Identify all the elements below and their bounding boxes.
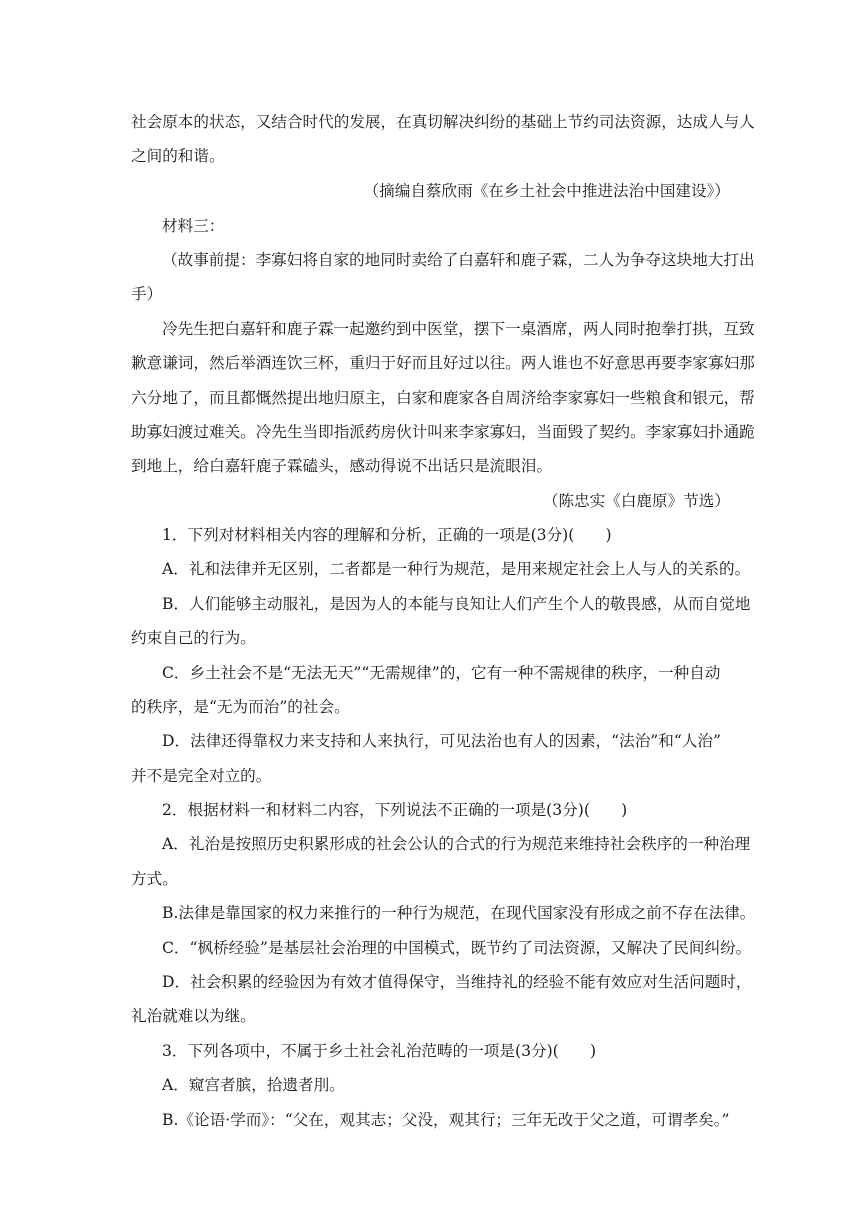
- option-line: 礼治就难以为继。: [131, 1007, 256, 1025]
- option-line: C．乡土社会不是“无法无天”“无需规律”的，它有一种不需规律的秩序，一种自动: [162, 664, 721, 682]
- option-line: B.《论语·学而》：“父在，观其志；父没，观其行；三年无改于父之道，可谓孝矣。”: [162, 1111, 730, 1129]
- text-line: 六分地了，而且都慨然提出地归原主，白家和鹿家各自周济给李家寡妇一些粮食和银元，帮: [131, 389, 755, 407]
- text-line: 之间的和谐。: [131, 147, 225, 165]
- option-line: D．社会积累的经验因为有效才值得保守，当维持礼的经验不能有效应对生活问题时，: [162, 973, 752, 991]
- text-line: 到地上，给白嘉轩鹿子霖磕头，感动得说不出话只是流眼泪。: [131, 457, 553, 475]
- option-line: A．窥宫者膑，拾遗者刖。: [162, 1076, 345, 1094]
- option-line: 的秩序，是“无为而治”的社会。: [131, 698, 350, 716]
- question-line: 1．下列对材料相关内容的理解和分析，正确的一项是(3分)( ): [162, 526, 612, 544]
- text-line: 冷先生把白嘉轩和鹿子霖一起邀约到中医堂，摆下一桌酒席，两人同时抱拳打拱，互致: [162, 320, 755, 338]
- option-line: B．人们能够主动服礼，是因为人的本能与良知让人们产生个人的敬畏感，从而自觉地: [162, 595, 751, 613]
- text-line: 社会原本的状态，又结合时代的发展，在真切解决纠纷的基础上节约司法资源，达成人与人: [131, 113, 755, 131]
- option-line: 方式。: [131, 870, 178, 888]
- option-line: A．礼和法律并无区别，二者都是一种行为规范，是用来规定社会上人与人的关系的。: [162, 560, 751, 578]
- text-line: 歉意谦词，然后举酒连饮三杯，重归于好而且好过以往。两人谁也不好意思再要李家寡妇那: [131, 354, 755, 372]
- option-line: C．“枫桥经验”是基层社会治理的中国模式，既节约了司法资源，又解决了民间纠纷。: [162, 939, 752, 957]
- question-line: 2．根据材料一和材料二内容，下列说法不正确的一项是(3分)( ): [162, 801, 628, 819]
- text-line: 手）: [131, 285, 163, 303]
- section-heading: 材料三：: [162, 217, 225, 235]
- question-line: 3．下列各项中，不属于乡土社会礼治范畴的一项是(3分)( ): [162, 1042, 597, 1060]
- option-line: B.法律是靠国家的权力来推行的一种行为规范，在现代国家没有形成之前不存在法律。: [162, 904, 756, 922]
- citation-line: （摘编自蔡欣雨《在乡土社会中推进法治中国建设》）: [363, 182, 730, 200]
- option-line: A．礼治是按照历史积累形成的社会公认的合式的行为规范来维持社会秩序的一种治理: [162, 835, 751, 853]
- text-line: （故事前提：李寡妇将自家的地同时卖给了白嘉轩和鹿子霖，二人为争夺这块地大打出: [162, 251, 755, 269]
- citation-line: （陈忠实《白鹿原》节选）: [542, 492, 730, 510]
- option-line: 并不是完全对立的。: [131, 767, 272, 785]
- option-line: D．法律还得靠权力来支持和人来执行，可见法治也有人的因素，“法治”和“人治”: [162, 732, 721, 750]
- text-line: 助寡妇渡过难关。冷先生当即指派药房伙计叫来李家寡妇，当面毁了契约。李家寡妇扑通跪: [131, 423, 755, 441]
- option-line: 约束自己的行为。: [131, 629, 256, 647]
